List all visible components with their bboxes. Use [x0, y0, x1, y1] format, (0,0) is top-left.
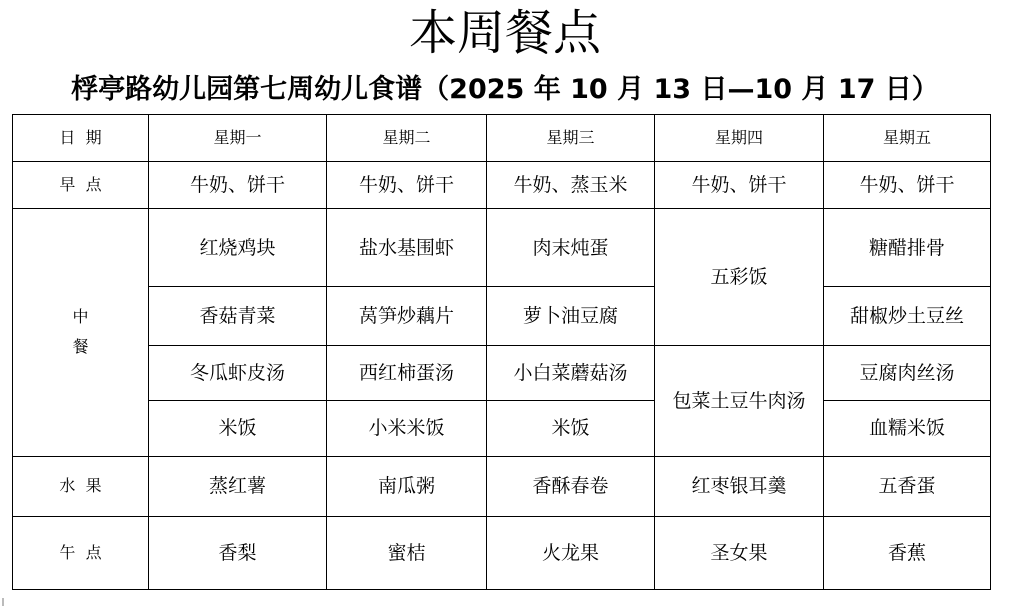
afternoon-fri: 香蕉	[824, 516, 991, 589]
breakfast-thu: 牛奶、饼干	[655, 162, 824, 209]
lunch-fri-rice: 血糯米饭	[824, 400, 991, 456]
lunch-row-1	[13, 209, 991, 287]
fruit-tue: 南瓜粥	[327, 456, 487, 516]
breakfast-mon: 牛奶、饼干	[149, 162, 327, 209]
lunch-label-top: 中	[72, 307, 89, 327]
lunch-wed-veg: 萝卜油豆腐	[487, 287, 655, 346]
lunch-label	[13, 209, 149, 456]
fruit-label: 水 果	[13, 456, 149, 516]
fruit-thu: 红枣银耳羹	[655, 456, 824, 516]
page-corner-mark	[2, 598, 4, 606]
afternoon-label: 午 点	[13, 516, 149, 589]
afternoon-mon: 香梨	[149, 516, 327, 589]
weekly-menu-table	[12, 114, 991, 590]
fruit-fri: 五香蛋	[824, 456, 991, 516]
breakfast-label: 早 点	[13, 162, 149, 209]
lunch-row-3	[13, 346, 991, 400]
day-header-wed: 星期三	[487, 115, 655, 162]
breakfast-fri: 牛奶、饼干	[824, 162, 991, 209]
afternoon-wed: 火龙果	[487, 516, 655, 589]
fruit-row	[13, 456, 991, 516]
lunch-label-bottom: 餐	[72, 337, 89, 357]
lunch-tue-soup: 西红柿蛋汤	[327, 346, 487, 400]
afternoon-thu: 圣女果	[655, 516, 824, 589]
lunch-wed-soup: 小白菜蘑菇汤	[487, 346, 655, 400]
lunch-row-4	[13, 400, 991, 456]
lunch-tue-main: 盐水基围虾	[327, 209, 487, 287]
lunch-tue-rice: 小米米饭	[327, 400, 487, 456]
lunch-tue-veg: 莴笋炒藕片	[327, 287, 487, 346]
lunch-row-2	[13, 287, 991, 346]
day-header-fri: 星期五	[824, 115, 991, 162]
lunch-mon-main: 红烧鸡块	[149, 209, 327, 287]
day-header-mon: 星期一	[149, 115, 327, 162]
afternoon-tue: 蜜桔	[327, 516, 487, 589]
menu-subtitle: 桴亭路幼儿园第七周幼儿食谱（2025 年 10 月 13 日—10 月 17 日）	[71, 74, 939, 105]
lunch-wed-rice: 米饭	[487, 400, 655, 456]
breakfast-wed: 牛奶、蒸玉米	[487, 162, 655, 209]
lunch-mon-rice: 米饭	[149, 400, 327, 456]
header-row	[13, 115, 991, 162]
lunch-fri-main: 糖醋排骨	[824, 209, 991, 287]
day-header-thu: 星期四	[655, 115, 824, 162]
breakfast-row	[13, 162, 991, 209]
day-header-tue: 星期二	[327, 115, 487, 162]
lunch-mon-veg: 香菇青菜	[149, 287, 327, 346]
fruit-wed: 香酥春卷	[487, 456, 655, 516]
breakfast-tue: 牛奶、饼干	[327, 162, 487, 209]
afternoon-row	[13, 516, 991, 589]
lunch-thu-soup: 包菜土豆牛肉汤	[655, 346, 824, 456]
lunch-wed-main: 肉末炖蛋	[487, 209, 655, 287]
lunch-mon-soup: 冬瓜虾皮汤	[149, 346, 327, 400]
lunch-fri-soup: 豆腐肉丝汤	[824, 346, 991, 400]
page-title: 本周餐点	[408, 5, 601, 61]
date-label: 日 期	[13, 115, 149, 162]
lunch-thu-main: 五彩饭	[655, 209, 824, 346]
fruit-mon: 蒸红薯	[149, 456, 327, 516]
lunch-fri-veg: 甜椒炒土豆丝	[824, 287, 991, 346]
